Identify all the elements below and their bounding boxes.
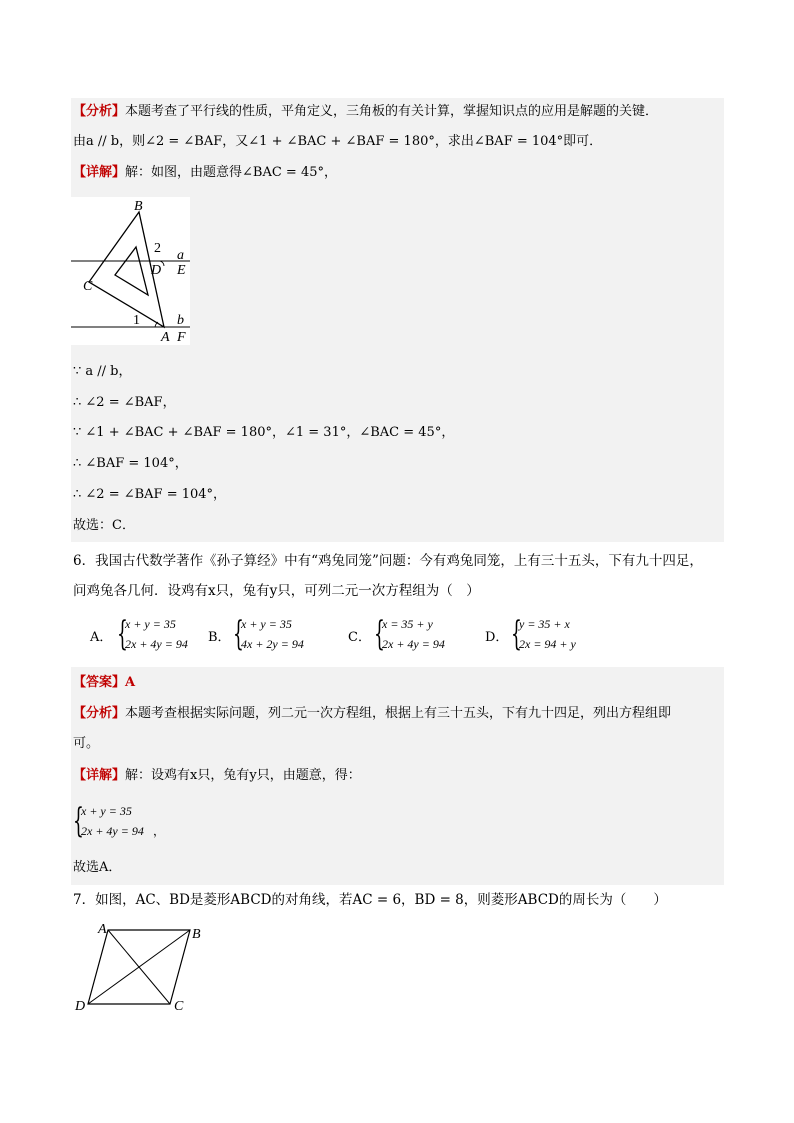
option-b-row-2: 4x + 2y = 94 xyxy=(241,637,304,651)
rhombus-label-C: C xyxy=(174,999,184,1014)
label-2: 2 xyxy=(154,241,161,256)
label-E: E xyxy=(177,263,186,278)
option-c-row-2: 2x + 4y = 94 xyxy=(382,637,445,651)
question-6-line-1: 6．我国古代数学著作《孙子算经》中有“鸡兔同笼”问题：今有鸡兔同笼，上有三十五头，下有九十四足， xyxy=(73,553,703,569)
analysis-6-tag: 【分析】 xyxy=(73,706,126,721)
rhombus-figure xyxy=(72,918,212,1018)
option-a[interactable] xyxy=(90,626,112,645)
answer-line: 故选：C． xyxy=(73,518,135,533)
option-b[interactable] xyxy=(208,626,231,645)
rhombus-label-D: D xyxy=(75,999,86,1014)
rhombus-label-A: A xyxy=(98,922,107,937)
option-c-system: { x = 35 + y 2x + 4y = 94 xyxy=(374,614,445,654)
option-a-system: { x + y = 35 2x + 4y = 94 xyxy=(117,614,188,654)
analysis-6-text-1: 本题考查根据实际问题，列二元一次方程组，根据上有三十五头，下有九十四足，列出方程组即 xyxy=(125,706,672,721)
label-B: B xyxy=(134,199,143,214)
option-c[interactable] xyxy=(348,626,371,645)
step-5: ∴ ∠2 = ∠BAF = 104°， xyxy=(73,487,227,502)
option-b-system: { x + y = 35 4x + 2y = 94 xyxy=(233,614,304,654)
option-a-row-2: 2x + 4y = 94 xyxy=(125,637,188,651)
step-1: ∵ a // b， xyxy=(73,364,132,379)
option-a-row-1: x + y = 35 xyxy=(125,617,176,631)
answer-6-line: 故选A． xyxy=(73,860,122,875)
label-1: 1 xyxy=(133,313,140,328)
question-6-line-2: 问鸡兔各几何．设鸡有x只，兔有y只，可列二元一次方程组为（ ） xyxy=(73,583,480,599)
label-C: C xyxy=(83,279,93,294)
analysis-text: 本题考查了平行线的性质，平角定义，三角板的有关计算，掌握知识点的应用是解题的关键． xyxy=(125,104,659,119)
solution-6-comma: ， xyxy=(153,824,166,838)
label-a: a xyxy=(177,248,184,263)
label-A: A xyxy=(161,330,170,345)
option-d-label: D． xyxy=(485,630,509,645)
answer-value: A xyxy=(125,675,136,690)
analysis-tag: 【分析】 xyxy=(73,104,126,119)
solution-6-row-1: x + y = 35 xyxy=(81,804,132,818)
analysis-line-2: 由a // b，则∠2 = ∠BAF，又∠1 + ∠BAC + ∠BAF = 180°，求出∠BAF = 104°即可． xyxy=(73,134,603,149)
option-a-label: A． xyxy=(90,630,113,645)
detail-6-text: 解：设鸡有x只，兔有y只，由题意，得： xyxy=(125,768,361,783)
detail-6-tag: 【详解】 xyxy=(73,768,126,783)
question-7-line-1: 7．如图，AC、BD是菱形ABCD的对角线，若AC = 6，BD = 8，则菱形ABCD的周长为（ ） xyxy=(73,892,667,908)
answer-tag-line xyxy=(73,673,135,693)
analysis-6-line-1 xyxy=(73,704,671,724)
option-d-row-2: 2x = 94 + y xyxy=(519,637,576,651)
detail-tag: 【详解】 xyxy=(73,165,126,180)
answer-tag: 【答案】 xyxy=(73,675,126,690)
option-c-label: C． xyxy=(348,630,371,645)
option-d[interactable] xyxy=(485,626,508,645)
option-d-row-1: y = 35 + x xyxy=(519,617,570,631)
analysis-line xyxy=(73,102,658,122)
detail-6-line xyxy=(73,766,361,786)
detail-text: 解：如图，由题意得∠BAC = 45°， xyxy=(125,165,337,180)
triangle-figure xyxy=(71,197,190,345)
detail-line xyxy=(73,163,337,183)
option-d-system: { y = 35 + x 2x = 94 + y xyxy=(511,614,576,654)
analysis-6-line-2: 可。 xyxy=(73,736,100,751)
solution-6-row-2: 2x + 4y = 94 xyxy=(81,824,144,838)
label-F: F xyxy=(177,330,186,345)
option-b-label: B． xyxy=(208,630,231,645)
step-2: ∴ ∠2 = ∠BAF， xyxy=(73,395,176,410)
step-3: ∵ ∠1 + ∠BAC + ∠BAF = 180°，∠1 = 31°，∠BAC = 45°， xyxy=(73,425,455,440)
step-4: ∴ ∠BAF = 104°， xyxy=(73,456,188,471)
option-c-row-1: x = 35 + y xyxy=(382,617,433,631)
option-b-row-1: x + y = 35 xyxy=(241,617,292,631)
label-D: D xyxy=(151,263,162,278)
rhombus-label-B: B xyxy=(192,927,201,942)
solution-6-system: { x + y = 35 2x + 4y = 94 ， xyxy=(73,801,166,841)
label-b: b xyxy=(177,313,184,328)
